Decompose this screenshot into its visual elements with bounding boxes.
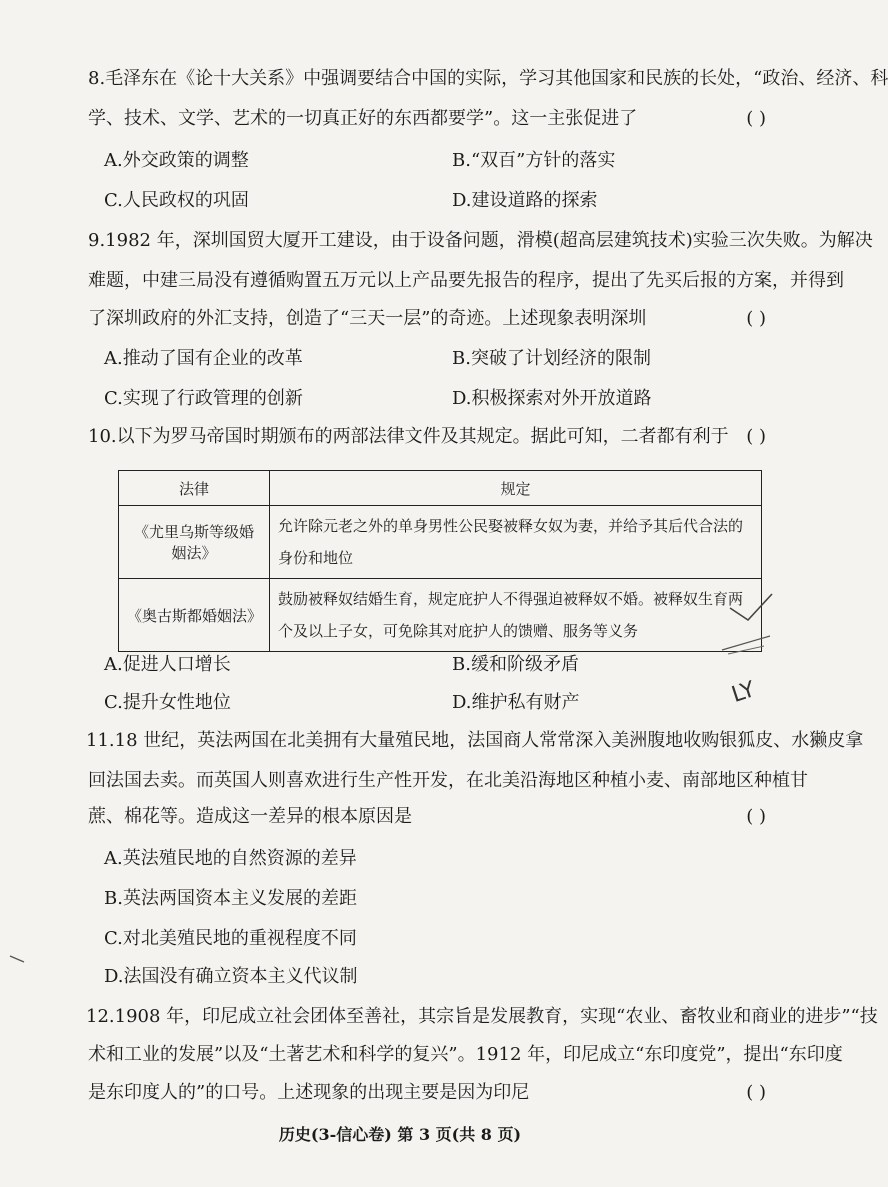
q10-option-d: D.维护私有财产 bbox=[452, 692, 580, 713]
q9-stem-line1: 9.1982 年，深圳国贸大厦开工建设，由于设备问题，滑模(超高层建筑技术)实验三次失败。为解决 bbox=[88, 230, 873, 251]
q8-option-a: A.外交政策的调整 bbox=[104, 150, 249, 171]
q9-option-c: C.实现了行政管理的创新 bbox=[104, 388, 303, 409]
q8-option-d: D.建设道路的探索 bbox=[452, 190, 598, 211]
law-name-augustan: 《奥古斯都婚姻法》 bbox=[119, 579, 270, 652]
q12-stem-line2: 术和工业的发展”以及“土著艺术和科学的复兴”。1912 年，印尼成立“东印度党”，提出“东印度 bbox=[88, 1044, 843, 1065]
q9-option-a: A.推动了国有企业的改革 bbox=[104, 348, 303, 369]
stray-pencil-mark bbox=[8, 950, 28, 970]
law-rule-julian: 允许除元老之外的单身男性公民娶被释女奴为妻，并给予其后代合法的身份和地位 bbox=[270, 506, 762, 579]
q11-stem-line3: 蔗、棉花等。造成这一差异的根本原因是 bbox=[88, 806, 412, 827]
q11-option-c: C.对北美殖民地的重视程度不同 bbox=[104, 928, 357, 949]
table-header-rule: 规定 bbox=[270, 471, 762, 506]
q9-answer-bracket: ( ) bbox=[746, 308, 766, 329]
table-header-law: 法律 bbox=[119, 471, 270, 506]
handwritten-initials: LY bbox=[728, 677, 759, 708]
q11-option-d: D.法国没有确立资本主义代议制 bbox=[104, 966, 358, 987]
handwritten-check-mark bbox=[720, 590, 780, 660]
q10-option-c: C.提升女性地位 bbox=[104, 692, 231, 713]
q9-option-b: B.突破了计划经济的限制 bbox=[452, 348, 651, 369]
q12-stem-line1: 12.1908 年，印尼成立社会团体至善社，其宗旨是发展教育，实现“农业、畜牧业和商业的进步”“技 bbox=[86, 1006, 878, 1027]
q9-stem-line3: 了深圳政府的外汇支持，创造了“三天一层”的奇迹。上述现象表明深圳 bbox=[88, 308, 647, 329]
table-row bbox=[119, 579, 762, 652]
q8-stem-line2: 学、技术、文学、艺术的一切真正好的东西都要学”。这一主张促进了 bbox=[88, 108, 638, 129]
q10-answer-bracket: ( ) bbox=[746, 426, 766, 447]
q9-stem-line2: 难题，中建三局没有遵循购置五万元以上产品要先报告的程序，提出了先买后报的方案，并得到 bbox=[88, 270, 844, 291]
law-name-julian: 《尤里乌斯等级婚姻法》 bbox=[119, 506, 270, 579]
q12-stem-line3: 是东印度人的”的口号。上述现象的出现主要是因为印尼 bbox=[88, 1082, 530, 1103]
q11-answer-bracket: ( ) bbox=[746, 806, 766, 827]
q11-stem-line1: 11.18 世纪，英法两国在北美拥有大量殖民地，法国商人常常深入美洲腹地收购银狐皮、水獭皮拿 bbox=[86, 730, 864, 751]
q8-option-c: C.人民政权的巩固 bbox=[104, 190, 249, 211]
q10-stem-line1: 10.以下为罗马帝国时期颁布的两部法律文件及其规定。据此可知，二者都有利于 bbox=[88, 426, 729, 447]
q11-option-a: A.英法殖民地的自然资源的差异 bbox=[104, 848, 357, 869]
page-footer: 历史(3-信心卷) 第 3 页(共 8 页) bbox=[278, 1125, 522, 1144]
q11-stem-line2: 回法国去卖。而英国人则喜欢进行生产性开发，在北美沿海地区种植小麦、南部地区种植甘 bbox=[88, 770, 808, 791]
q10-option-b: B.缓和阶级矛盾 bbox=[452, 654, 579, 675]
q8-answer-bracket: ( ) bbox=[746, 108, 766, 129]
q11-option-b: B.英法两国资本主义发展的差距 bbox=[104, 888, 357, 909]
table-header-row bbox=[119, 471, 762, 506]
laws-table bbox=[118, 470, 762, 652]
q8-stem-line1: 8.毛泽东在《论十大关系》中强调要结合中国的实际，学习其他国家和民族的长处，“政治、经济、科 bbox=[88, 68, 888, 89]
q12-answer-bracket: ( ) bbox=[746, 1082, 766, 1103]
q8-option-b: B.“双百”方针的落实 bbox=[452, 150, 616, 171]
table-row bbox=[119, 506, 762, 579]
q10-option-a: A.促进人口增长 bbox=[104, 654, 231, 675]
q9-option-d: D.积极探索对外开放道路 bbox=[452, 388, 652, 409]
law-rule-augustan: 鼓励被释奴结婚生育，规定庇护人不得强迫被释奴不婚。被释奴生育两个及以上子女，可免除其对庇护人的馈赠、服务等义务 bbox=[270, 579, 762, 652]
